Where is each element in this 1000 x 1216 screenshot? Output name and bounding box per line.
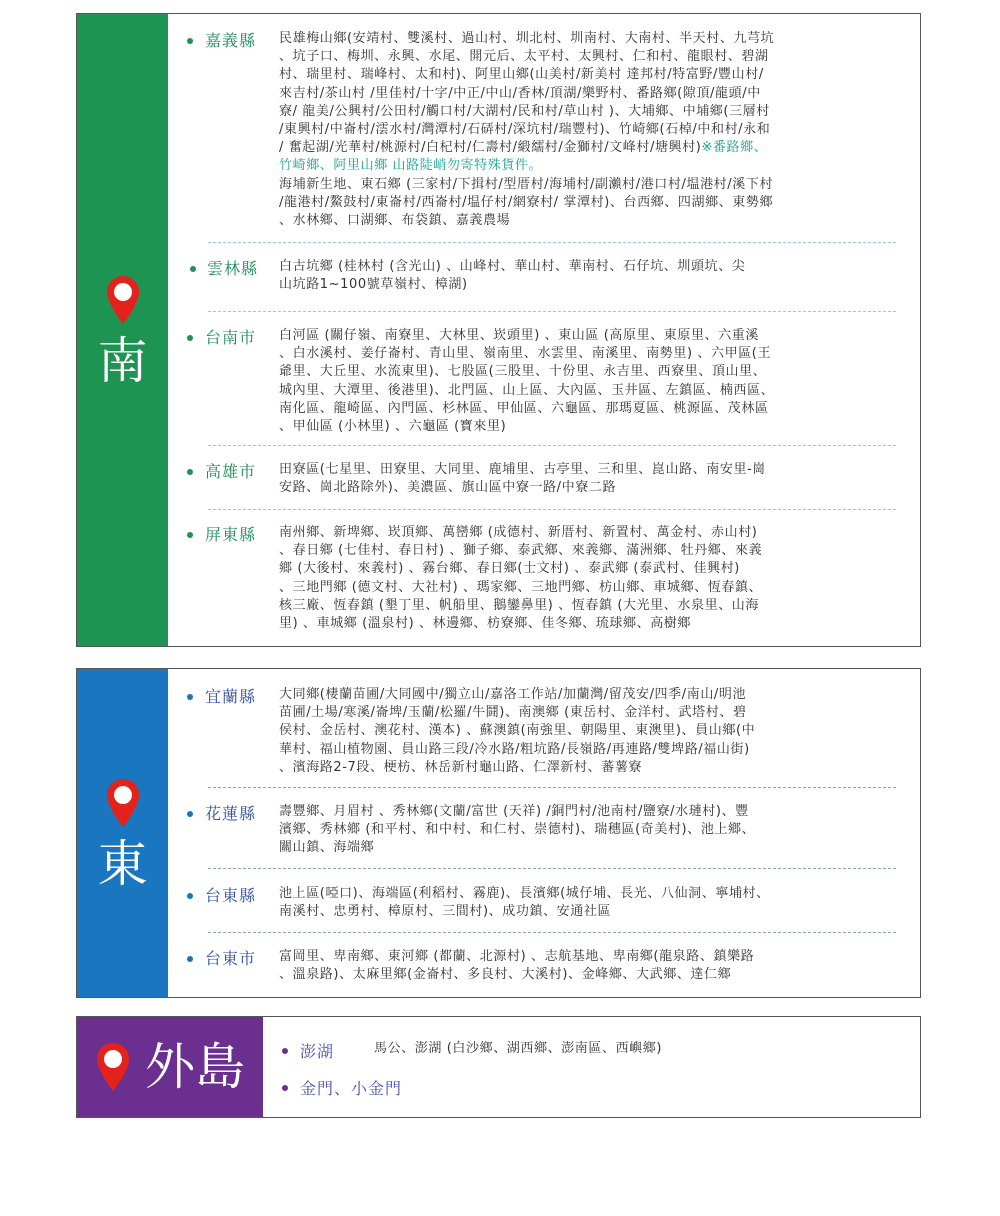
divider bbox=[208, 509, 896, 510]
south-sidebar bbox=[77, 14, 168, 646]
region-detail: 南州鄉、新埤鄉、崁頂鄉、萬巒鄉 (成德村、新厝村、新置村、萬金村、赤山村) 、春日鄉 (七佳村、春日村) 、獅子鄉、泰武鄉、來義鄉、滿洲鄉、牡丹鄉、來義 鄉 (大後村、來義村) 、霧台鄉、春日鄉(士文村) 、泰武鄉 (泰武村、佳興村) 、三地門鄉 (德文村、大社村) 、瑪家鄉、三地門鄉、枋山鄉、車城鄉、恆春鎮、 核三廠、恆春鎮 (墾丁里、帆船里、鵝鑾鼻里) 、恆春鎮 (大光里、水泉里、山海 里) 、車城鄉 (溫泉村) 、林邊鄉、枋寮鄉、佳冬鄉、琉球鄉、高樹鄉 bbox=[279, 525, 763, 632]
east-panel bbox=[76, 668, 921, 998]
warning-note: ※番路鄉、 bbox=[701, 140, 768, 156]
south-panel bbox=[76, 13, 921, 647]
east-content bbox=[168, 669, 920, 997]
region-name: 台南市 bbox=[205, 328, 257, 347]
region-detail: 民雄梅山鄉(安靖村、雙溪村、過山村、圳北村、圳南村、大南村、半天村、九芎坑 、坑子口、梅圳、永興、水尾、開元后、太平村、太興村、仁和村、龍眼村、碧湖 村、瑞里村、瑞峰村、太和村)、阿里山鄉(山美村/新美村 達邦村/特富野/豐山村/ 來吉村/茶山村 /里佳村/十字/中正/中山/香林/頂湖/樂野村、番路鄉(隙頂/龍頭/中 寮/ 龍美/公興村/公田村/觸口村/大湖村/民和村/草山村 )、大埔鄉、中埔鄉(三層村 /東興村/中崙村/澐水村/灣潭村/石硦村/深坑村/瑞豐村)、竹崎鄉(石棹/中和村/永和 / 奮起湖/光華村/桃源村/白杞村/仁壽村/緞繻村/金獅村/文峰村/塘興村)※番路鄉、 竹崎鄉、阿里山鄉 山路陡峭勿寄特殊貨件。 海埔新生地、東石鄉 (三家村/下揖村/型厝村/海埔村/副瀨村/港口村/塭港村/溪下村 /龍港村/鰲鼓村/東崙村/西崙村/塭仔村/網寮村/ 掌潭村)、台西鄉、四湖鄉、東勢鄉 、水林鄉、口湖鄉、布袋鎮、嘉義農場 bbox=[279, 30, 909, 230]
region-detail: 白古坑鄉 (桂林村 (含光山) 、山峰村、華山村、華南村、石仔坑、圳頭坑、尖 山坑路1~100號草嶺村、樟湖) bbox=[279, 259, 746, 293]
region-name: 屏東縣 bbox=[205, 525, 257, 544]
region-detail: 大同鄉(棲蘭苗圃/大同國中/獨立山/嘉洛工作站/加蘭灣/留茂安/四季/南山/明池 苗圃/土場/寒溪/崙埤/玉蘭/松羅/牛鬪)、南澳鄉 (東岳村、金洋村、武塔村、碧 侯村、金岳村、澳花村、漢本) 、蘇澳鎮(南強里、朝陽里、東澳里)、員山鄉(中 華村、福山植物園、員山路三段/冷水路/粗坑路/長嶺路/再連路/雙埤路/福山街) 、濱海路2-7段、梗枋、林岳新村龜山路、仁澤新村、蕃薯寮 bbox=[279, 687, 756, 775]
bullet-dot bbox=[187, 694, 193, 700]
section-title-islands: 外島 bbox=[145, 1038, 245, 1096]
divider bbox=[208, 242, 896, 243]
region-name: 金門、小金門 bbox=[300, 1079, 403, 1098]
region-name: 花蓮縣 bbox=[205, 804, 257, 823]
location-pin-icon bbox=[105, 274, 141, 326]
region-name: 嘉義縣 bbox=[205, 31, 257, 50]
region-name: 台東市 bbox=[205, 949, 257, 968]
divider bbox=[208, 445, 896, 446]
bullet-dot bbox=[187, 956, 193, 962]
location-pin-icon bbox=[105, 777, 141, 829]
divider bbox=[208, 868, 896, 869]
region-detail: 馬公、澎湖 (白沙鄉、湖西鄉、澎南區、西嶼鄉) bbox=[374, 1041, 663, 1056]
bullet-dot bbox=[187, 335, 193, 341]
location-pin-icon bbox=[95, 1041, 131, 1093]
islands-sidebar bbox=[77, 1017, 263, 1117]
bullet-dot bbox=[187, 38, 193, 44]
region-name: 澎湖 bbox=[300, 1042, 335, 1061]
region-name: 宜蘭縣 bbox=[205, 687, 257, 706]
east-sidebar bbox=[77, 669, 168, 997]
warning-note: 竹崎鄉、阿里山鄉 山路陡峭勿寄特殊貨件。 bbox=[279, 158, 543, 174]
region-detail: 白河區 (關仔嶺、南寮里、大林里、崁頭里) 、東山區 (高原里、東原里、六重溪 、白水溪村、姜仔崙村、青山里、嶺南里、水雲里、南溪里、南勢里) 、六甲區(王 爺里、大丘里、水流東里)、七股區(三股里、十份里、永吉里、西寮里、頂山里、 城內里、大潭里、後港里)、北門區、山上區、大內區、玉井區、左鎮區、楠西區、 南化區、龍崎區、內門區、杉林區、甲仙區、六龜區、那瑪夏區、桃源區、茂林區 、甲仙區 (小林里) 、六龜區 (寶來里) bbox=[279, 328, 775, 435]
divider bbox=[208, 787, 896, 788]
region-detail: 池上區(啞口)、海端區(利稻村、霧鹿)、長濱鄉(城仔埔、長光、八仙洞、寧埔村、 南溪村、忠勇村、樟原村、三間村)、成功鎮、安通社區 bbox=[279, 886, 770, 920]
divider bbox=[208, 932, 896, 933]
region-detail: 富岡里、卑南鄉、東河鄉 (都蘭、北源村) 、志航基地、卑南鄉(龍泉路、鎮樂路 、溫泉路)、太麻里鄉(金崙村、多良村、大溪村)、金峰鄉、大武鄉、達仁鄉 bbox=[279, 949, 755, 983]
section-title-east: 東 bbox=[97, 835, 148, 893]
region-name: 雲林縣 bbox=[207, 259, 259, 278]
section-title-south: 南 bbox=[97, 332, 148, 390]
bullet-dot bbox=[187, 532, 193, 538]
bullet-dot bbox=[187, 469, 193, 475]
region-name: 高雄市 bbox=[205, 462, 257, 481]
bullet-dot bbox=[190, 266, 196, 272]
islands-panel bbox=[76, 1016, 921, 1118]
bullet-dot bbox=[282, 1085, 288, 1091]
region-detail: 田寮區(七星里、田寮里、大同里、鹿埔里、古亭里、三和里、崑山路、南安里-崗 安路、崗北路除外)、美濃區、旗山區中寮一路/中寮二路 bbox=[279, 462, 766, 496]
region-detail: 壽豐鄉、月眉村 、秀林鄉(文蘭/富世 (天祥) /銅門村/池南村/鹽寮/水璉村)、豐 濱鄉、秀林鄉 (和平村、和中村、和仁村、崇德村)、瑞穗區(奇美村)、池上鄉、 關山鎮、海端鄉 bbox=[279, 804, 756, 856]
islands-content bbox=[263, 1017, 920, 1117]
divider bbox=[208, 311, 896, 312]
bullet-dot bbox=[187, 811, 193, 817]
bullet-dot bbox=[282, 1048, 288, 1054]
bullet-dot bbox=[187, 893, 193, 899]
region-name: 台東縣 bbox=[205, 886, 257, 905]
south-content bbox=[168, 14, 920, 646]
